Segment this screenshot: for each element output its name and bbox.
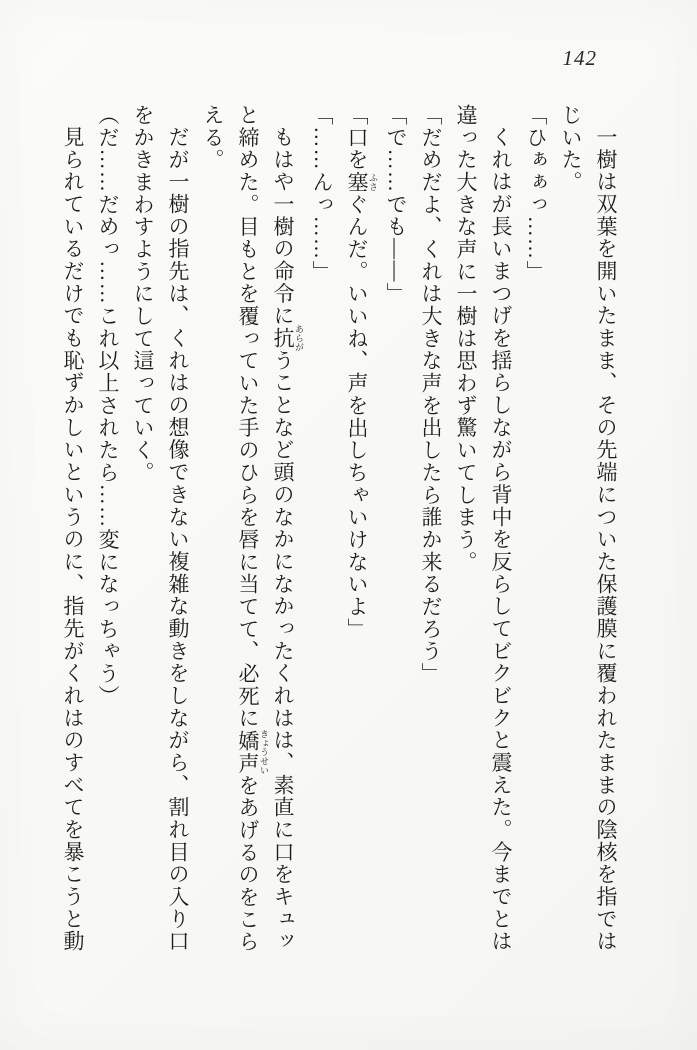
text-body xyxy=(55,104,623,960)
furigana-annotated-word: 抗 あらが xyxy=(271,325,304,353)
paragraph: だが一樹の指先は、くれはの想像できない複雑な動きをしながら、割れ目の入り口をかきまわすようにして這っていく。 xyxy=(131,104,190,953)
paragraph: 見られているだけでも恥ずかしいというのに、指先がくれはのすべてを暴こうと動 xyxy=(61,126,85,953)
paragraph: もはや一樹の命令に抗 あらがうことなど頭のなかになかったくれはは、素直に口をキュッと締めた。目もとを覆っていた手のひらを唇に当てて、必死に嬌声 きょうせいをあげるのをこらえる。 xyxy=(201,104,304,954)
paragraph: くれはが長いまつげを揺らしながら背中を反らしてビクビクと震えた。今までとは違った大きな声に一樹は思わず驚いてしまう。 xyxy=(454,104,513,953)
furigana-annotated-word: 嬌声 きょうせい xyxy=(236,729,269,775)
paragraph: 「で……でも――」 xyxy=(384,104,408,306)
paragraph: 「ひぁぁっ……」 xyxy=(524,104,548,283)
furigana-annotated-word: 塞 ふさ xyxy=(345,171,378,194)
paragraph: 「口を塞 ふさぐんだ。いいね、声を出しちゃいけないよ」 xyxy=(345,104,378,641)
paragraph: 「……んっ……」 xyxy=(310,104,334,283)
paragraph: （だ……だめっ……これ以上されたら……変になっちゃう） xyxy=(96,104,120,708)
paragraph: 「だめだよ、くれは大きな声を出したら誰か来るだろう」 xyxy=(419,104,443,685)
paragraph: 一樹は双葉を開いたまま、その先端についた保護膜に覆われたままの陰核を指ではじいた。 xyxy=(559,104,618,953)
page-number: 142 xyxy=(562,46,597,70)
